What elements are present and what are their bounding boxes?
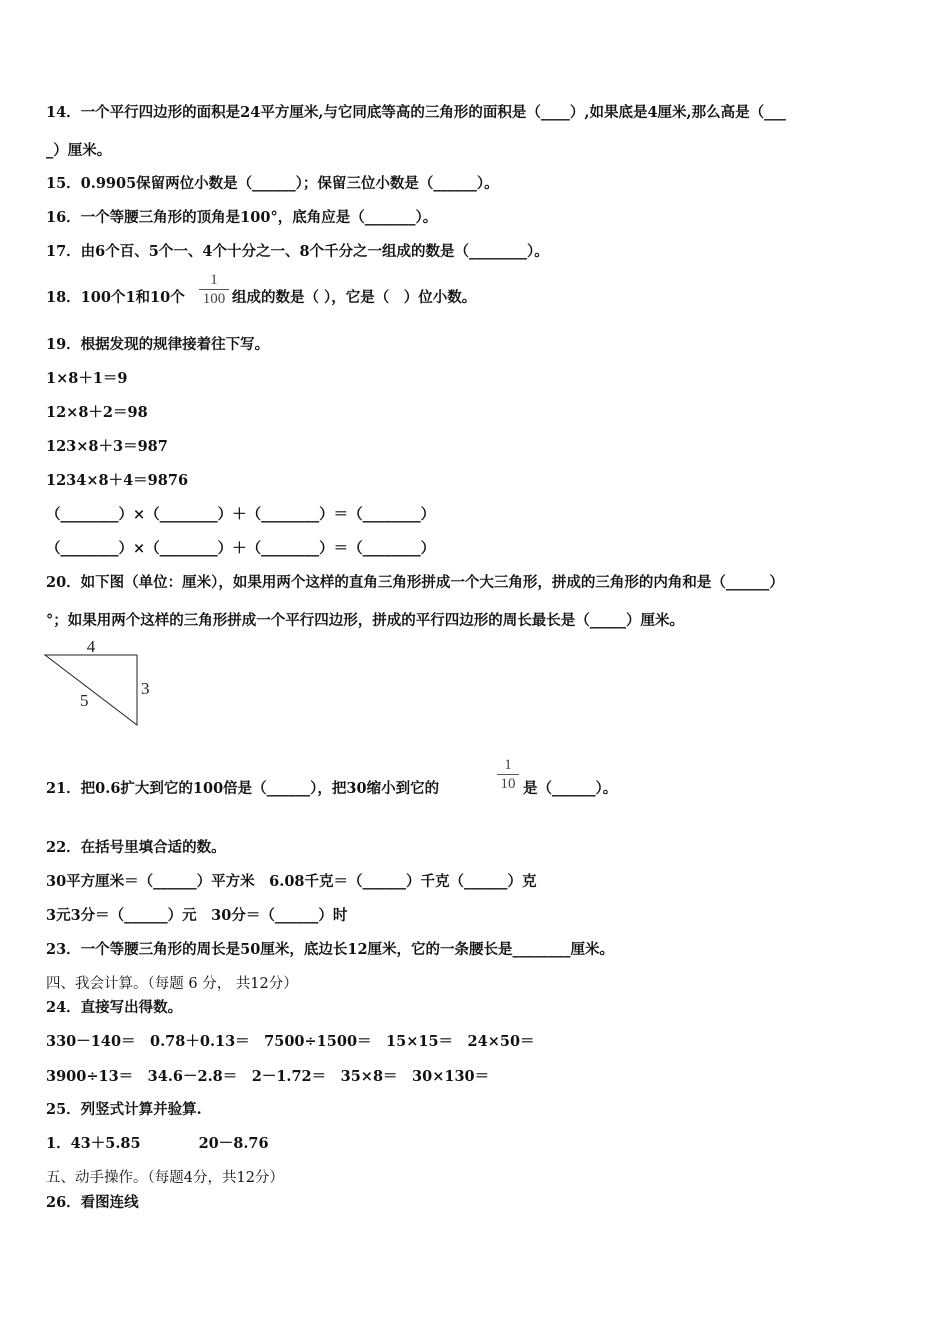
q24-line1: 330－140＝ 0.78＋0.13＝ 7500÷1500＝ 15×15＝ 24×50＝ (46, 1033, 535, 1050)
q25-line1: 1．43＋5.85 20－8.76 (46, 1135, 269, 1152)
triangle-label-top: 4 (86, 637, 96, 656)
q17: 17．由6个百、5个一、4个十分之一、8个千分之一组成的数是（________）。 (46, 243, 549, 260)
q18-fraction (199, 272, 229, 307)
q18-frac-num: 1 (210, 272, 218, 288)
q24-title: 24．直接写出得数。 (46, 999, 183, 1016)
q14-line1: 14．一个平行四边形的面积是24平方厘米,与它同底等高的三角形的面积是（____）,如果底是4厘米,那么高是（___ (46, 104, 786, 121)
q16: 16．一个等腰三角形的顶角是100°，底角应是（_______）。 (46, 209, 438, 226)
q23: 23．一个等腰三角形的周长是50厘米，底边长12厘米，它的一条腰长是________厘米。 (46, 941, 615, 958)
q18-after: 组成的数是（ ），它是（ ）位小数。 (232, 289, 477, 306)
q18-before: 18．100个1和10个 (46, 289, 185, 306)
q19-line-1: 1×8＋1＝9 (46, 370, 128, 387)
q22-title: 22．在括号里填合适的数。 (46, 839, 226, 856)
q19-blank-row-2: （________）×（________）＋（________）＝（________） (46, 540, 436, 557)
q21-before: 21．把0.6扩大到它的100倍是（______），把30缩小到它的 (46, 780, 440, 797)
q24-line2: 3900÷13＝ 34.6－2.8＝ 2－1.72＝ 35×8＝ 30×130＝ (46, 1068, 490, 1085)
triangle-label-hyp: 5 (80, 691, 89, 710)
q15: 15．0.9905保留两位小数是（______）；保留三位小数是（______）。 (46, 175, 499, 192)
q20-triangle-figure (40, 636, 170, 732)
q21-frac-num: 1 (504, 757, 512, 773)
q25-title: 25．列竖式计算并验算. (46, 1101, 202, 1118)
triangle-shape (45, 655, 137, 725)
q22-line1: 30平方厘米＝（______）平方米 6.08千克＝（______）千克（______）克 (46, 873, 537, 890)
q21-after: 是（______）。 (523, 780, 618, 797)
q19-blank-row-1: （________）×（________）＋（________）＝（________） (46, 506, 436, 523)
q26: 26．看图连线 (46, 1194, 139, 1211)
q14-line2: _）厘米。 (46, 142, 112, 159)
section-4-heading: 四、我会计算。（每题 6 分， 共12分） (46, 976, 298, 992)
q19-line-3: 123×8＋3＝987 (46, 438, 168, 455)
q19-title: 19．根据发现的规律接着往下写。 (46, 336, 270, 353)
q22-line2: 3元3分＝（______）元 30分＝（______）时 (46, 907, 348, 924)
q18-frac-den: 100 (202, 291, 226, 307)
q19-line-2: 12×8＋2＝98 (46, 404, 148, 421)
q20-line2: °；如果用两个这样的三角形拼成一个平行四边形，拼成的平行四边形的周长最长是（_____）厘米。 (46, 612, 684, 629)
triangle-label-right: 3 (141, 679, 150, 698)
section-5-heading: 五、动手操作。（每题4分，共12分） (46, 1170, 284, 1186)
q21-fraction (497, 757, 519, 792)
q21-frac-den: 10 (500, 776, 516, 792)
q20-line1: 20．如下图（单位：厘米），如果用两个这样的直角三角形拼成一个大三角形，拼成的三角形的内角和是（______） (46, 574, 784, 591)
q19-line-4: 1234×8＋4＝9876 (46, 472, 189, 489)
